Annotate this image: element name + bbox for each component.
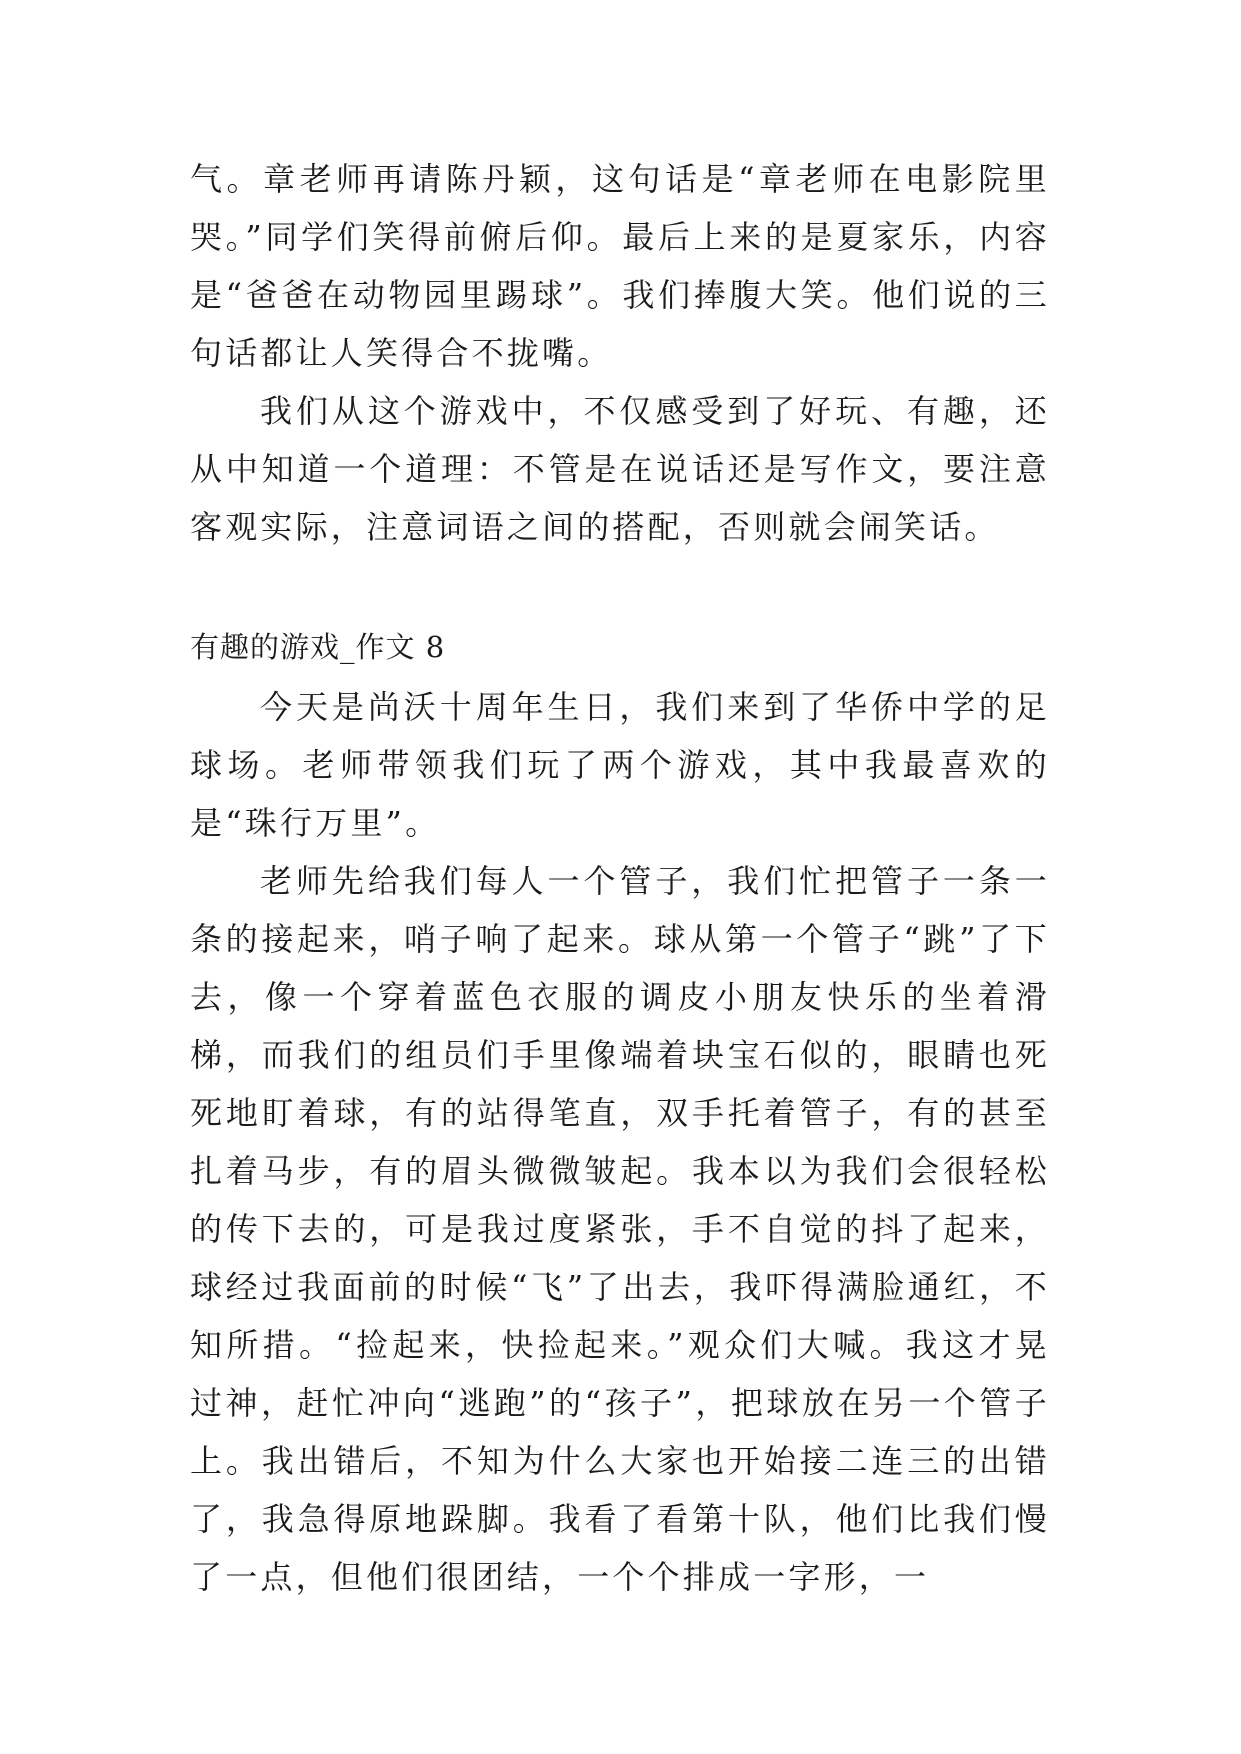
- essay-heading: 有趣的游戏_作文 8: [190, 630, 446, 664]
- paragraph-intro: 今天是尚沃十周年生日，我们来到了华侨中学的足球场。老师带领我们玩了两个游戏，其中我最喜欢的是“珠行万里”。: [190, 688, 1050, 842]
- paragraph-body: 老师先给我们每人一个管子，我们忙把管子一条一条的接起来，哨子响了起来。球从第一个管子“跳”了下去，像一个穿着蓝色衣服的调皮小朋友快乐的坐着滑梯，而我们的组员们手里像端着块宝石似的，眼睛也死死地盯着球，有的站得笔直，双手托着管子，有的甚至扎着马步，有的眉头微微皱起。我本以为我们会很轻松的传下去的，可是我过度紧张，手不自觉的抖了起来，球经过我面前的时候“飞”了出去，我吓得满脸通红，不知所措。“捡起来，快捡起来。”观众们大喊。我这才晃过神，赶忙冲向“逃跑”的“孩子”，把球放在另一个管子上。我出错后，不知为什么大家也开始接二连三的出错了，我急得原地跺脚。我看了看第十队，他们比我们慢了一点，但他们很团结，一个个排成一字形，一: [190, 862, 1050, 1596]
- text-section-1: [190, 150, 1050, 556]
- paragraph-continuation: 气。章老师再请陈丹颖，这句话是“章老师在电影院里哭。”同学们笑得前俯后仰。最后上来的是夏家乐，内容是“爸爸在动物园里踢球”。我们捧腹大笑。他们说的三句话都让人笑得合不拢嘴。: [190, 160, 1050, 372]
- paragraph-conclusion: 我们从这个游戏中，不仅感受到了好玩、有趣，还从中知道一个道理：不管是在说话还是写作文，要注意客观实际，注意词语之间的搭配，否则就会闹笑话。: [190, 392, 1050, 546]
- text-section-2: [190, 678, 1050, 1606]
